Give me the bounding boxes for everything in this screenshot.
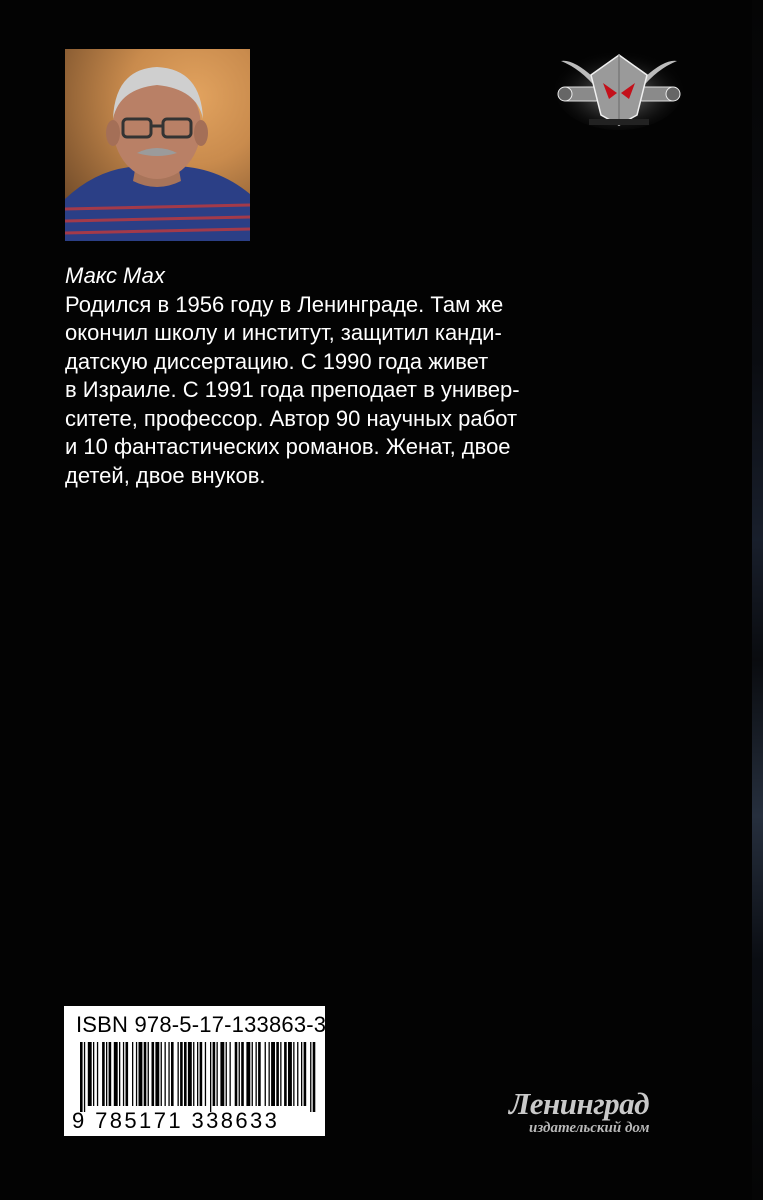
barcode-bar [256, 1042, 257, 1106]
barcode-digits: 9 785171 338633 [72, 1108, 280, 1133]
barcode-bar [258, 1042, 261, 1106]
series-logo [553, 35, 685, 135]
barcode-bar [301, 1042, 302, 1106]
barcode-bar [220, 1042, 224, 1106]
barcode [78, 1042, 317, 1112]
barcode-bar [310, 1042, 311, 1112]
barcode-bar [288, 1042, 292, 1106]
bio-line: и 10 фантастических романов. Женат, двое [65, 434, 511, 459]
barcode-bar [230, 1042, 231, 1106]
barcode-bar [252, 1042, 253, 1106]
barcode-bar [97, 1042, 98, 1106]
publisher-logo [505, 1086, 695, 1146]
barcode-bar [165, 1042, 166, 1106]
barcode-bar [132, 1042, 133, 1106]
barcode-bar [168, 1042, 169, 1106]
barcode-bar [297, 1042, 298, 1106]
front-cover-edge [752, 0, 763, 1200]
barcode-bar [280, 1042, 281, 1106]
barcode-bar [152, 1042, 155, 1106]
barcode-bar [265, 1042, 266, 1106]
barcode-bar [136, 1042, 137, 1106]
barcode-bar [184, 1042, 187, 1106]
bio-line: детей, двое внуков. [65, 462, 266, 488]
barcode-bar [193, 1042, 194, 1106]
barcode-bar [180, 1042, 183, 1106]
barcode-bar [171, 1042, 174, 1106]
isbn-label: ISBN 978-5-17-133863-3 [76, 1012, 327, 1037]
author-photo [65, 49, 250, 241]
barcode-bar [119, 1042, 120, 1106]
barcode-bar [114, 1042, 118, 1106]
barcode-bar [284, 1042, 287, 1106]
barcode-bar [241, 1042, 244, 1106]
publisher-name: Ленинград [509, 1086, 650, 1121]
barcode-bar [139, 1042, 143, 1106]
barcode-bar [178, 1042, 179, 1106]
barcode-bar [88, 1042, 92, 1106]
publisher-subtitle: издательский дом [529, 1120, 650, 1136]
barcode-bar [188, 1042, 192, 1106]
author-bio-block [65, 262, 545, 490]
barcode-bar [126, 1042, 129, 1106]
barcode-bar [205, 1042, 206, 1106]
barcode-bar [106, 1042, 107, 1106]
barcode-bar [313, 1042, 316, 1112]
bio-line: в Израиле. С 1991 года преподает в универ- [65, 377, 520, 402]
bio-line: датскую диссертацию. С 1990 года живет [65, 348, 489, 374]
barcode-bar [123, 1042, 124, 1106]
barcode-bar [84, 1042, 85, 1112]
barcode-bar [197, 1042, 198, 1106]
barcode-bar [155, 1042, 159, 1106]
barcode-bar [235, 1042, 238, 1106]
author-bio [65, 291, 545, 491]
barcode-bar [80, 1042, 83, 1112]
barcode-bar [161, 1042, 162, 1106]
barcode-bar [271, 1042, 275, 1106]
barcode-bar [144, 1042, 147, 1106]
barcode-bar [109, 1042, 112, 1106]
barcode-bar [239, 1042, 240, 1106]
bio-line: окончил школу и институт, защитил канди- [65, 320, 502, 345]
barcode-bar [293, 1042, 294, 1106]
barcode-bar [148, 1042, 149, 1106]
barcode-bar [213, 1042, 216, 1106]
barcode-bar [210, 1042, 211, 1112]
barcode-bar [102, 1042, 105, 1106]
author-name: Макс Мах [65, 263, 165, 288]
bio-line: ситете, профессор. Автор 90 научных работ [65, 405, 518, 431]
barcode-bar [304, 1042, 307, 1106]
barcode-bar [246, 1042, 250, 1106]
bio-line: Родился в 1956 году в Ленинграде. Там же [65, 291, 504, 317]
barcode-bar [200, 1042, 203, 1106]
barcode-bar [93, 1042, 94, 1106]
isbn-barcode-box [64, 1006, 325, 1136]
barcode-bar [276, 1042, 279, 1106]
barcode-bar [269, 1042, 270, 1106]
barcode-bar [226, 1042, 227, 1106]
barcode-bar [217, 1042, 218, 1106]
